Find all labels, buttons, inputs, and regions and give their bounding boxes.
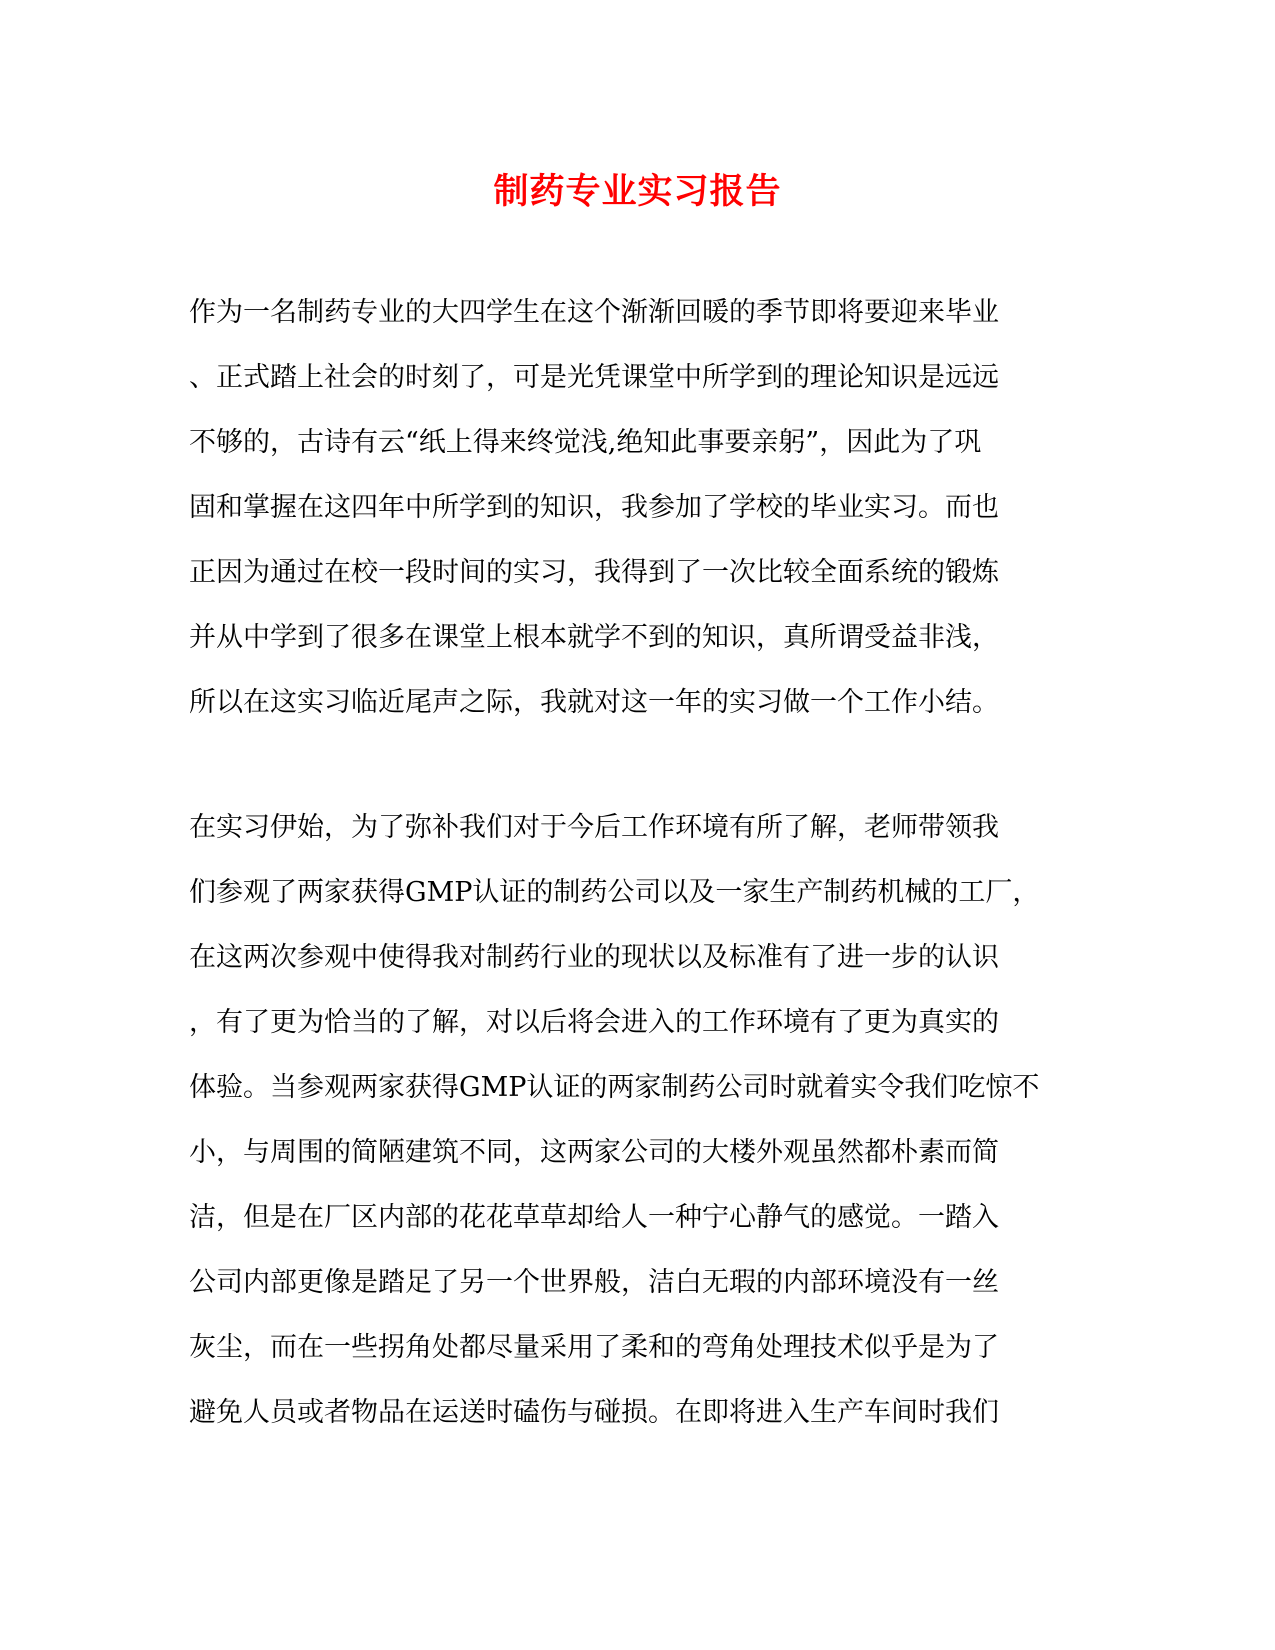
paragraph-line: 在这两次参观中使得我对制药行业的现状以及标准有了进一步的认识 bbox=[189, 942, 999, 973]
paragraph-line: 公司内部更像是踏足了另一个世界般，洁白无瑕的内部环境没有一丝 bbox=[189, 1267, 999, 1298]
paragraph-line: 正因为通过在校一段时间的实习，我得到了一次比较全面系统的锻炼 bbox=[189, 557, 999, 588]
paragraph-line: 不够的，古诗有云“纸上得来终觉浅,绝知此事要亲躬”，因此为了巩 bbox=[189, 427, 982, 458]
paragraph-line: 固和掌握在这四年中所学到的知识，我参加了学校的毕业实习。而也 bbox=[189, 492, 999, 523]
paragraph-intro bbox=[189, 280, 1089, 735]
paragraph-line: 小，与周围的简陋建筑不同，这两家公司的大楼外观虽然都朴素而简 bbox=[189, 1137, 999, 1168]
paragraph-line: 并从中学到了很多在课堂上根本就学不到的知识，真所谓受益非浅， bbox=[189, 622, 999, 653]
paragraph-line: 体验。当参观两家获得GMP认证的两家制药公司时就着实令我们吃惊不 bbox=[189, 1072, 1040, 1103]
paragraph-line: 作为一名制药专业的大四学生在这个渐渐回暖的季节即将要迎来毕业 bbox=[189, 297, 999, 328]
paragraph-line: 在实习伊始，为了弥补我们对于今后工作环境有所了解，老师带领我 bbox=[189, 812, 999, 843]
paragraph-line: 洁，但是在厂区内部的花花草草却给人一种宁心静气的感觉。一踏入 bbox=[189, 1202, 999, 1233]
paragraph-line: 们参观了两家获得GMP认证的制药公司以及一家生产制药机械的工厂， bbox=[189, 877, 1040, 908]
paragraph-visit bbox=[189, 795, 1089, 1445]
paragraph-line: ，有了更为恰当的了解，对以后将会进入的工作环境有了更为真实的 bbox=[189, 1007, 999, 1038]
paragraph-line: 灰尘，而在一些拐角处都尽量采用了柔和的弯角处理技术似乎是为了 bbox=[189, 1332, 999, 1363]
paragraph-line: 避免人员或者物品在运送时磕伤与碰损。在即将进入生产车间时我们 bbox=[189, 1397, 999, 1428]
paragraph-line: 、正式踏上社会的时刻了，可是光凭课堂中所学到的理论知识是远远 bbox=[189, 362, 999, 393]
document-title: 制药专业实习报告 bbox=[493, 171, 782, 212]
paragraph-line: 所以在这实习临近尾声之际，我就对这一年的实习做一个工作小结。 bbox=[189, 687, 999, 718]
